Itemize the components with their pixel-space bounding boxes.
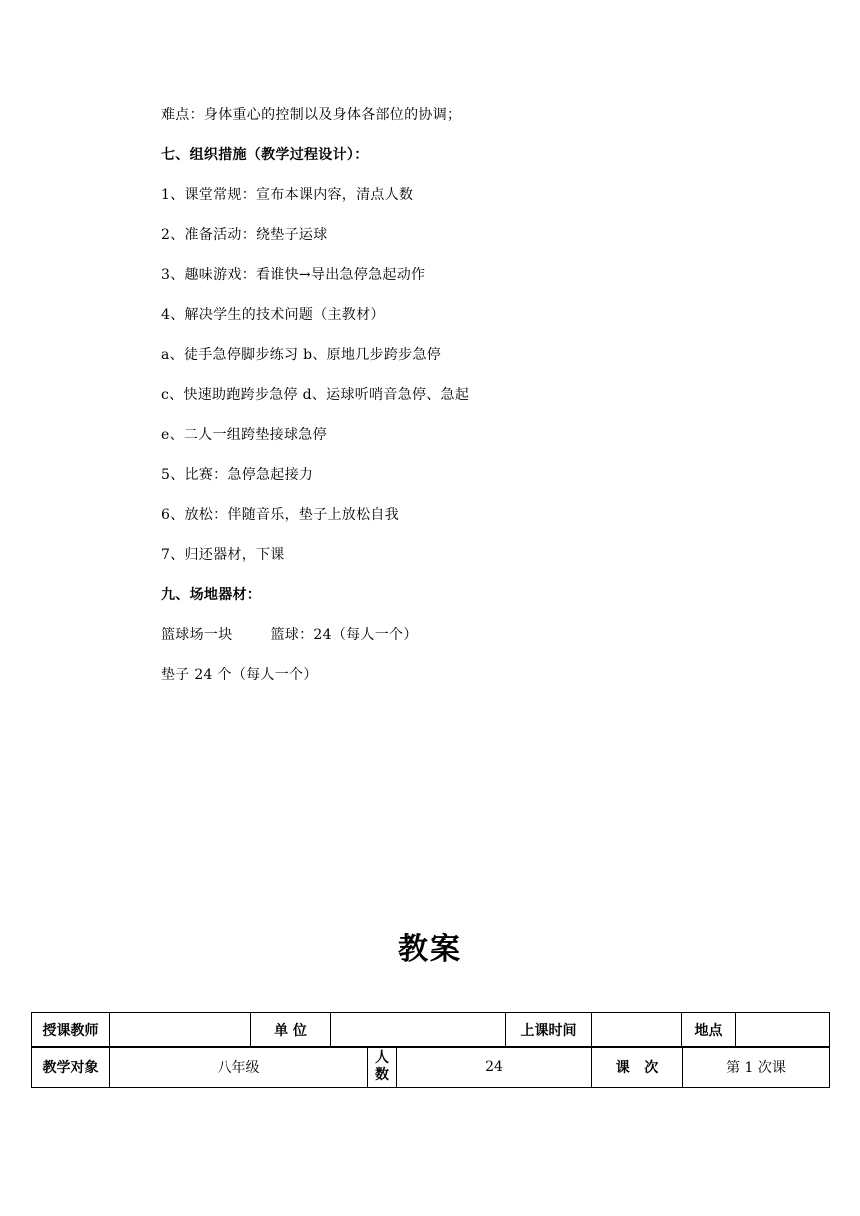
student-count-label-char-1: 人: [375, 1050, 389, 1066]
class-time-label: 上课时间: [506, 1013, 592, 1048]
unit-label: 单 位: [251, 1013, 331, 1048]
text-line-step-5: 5、比赛：急停急起接力: [161, 467, 314, 483]
text-line-step-4: 4、解决学生的技术问题（主教材）: [161, 307, 385, 323]
text-line-step-6: 6、放松：伴随音乐，垫子上放松自我: [161, 507, 400, 523]
text-line-step-1: 1、课堂常规：宣布本课内容，清点人数: [161, 187, 414, 203]
place-value: [736, 1013, 830, 1048]
text-line-drill-ab: a、徒手急停脚步练习 b、原地几步跨步急停: [161, 347, 442, 363]
teacher-value: [110, 1013, 251, 1048]
target-label: 教学对象: [32, 1047, 110, 1088]
class-time-value: [592, 1013, 682, 1048]
target-value: 八年级: [110, 1047, 368, 1088]
lesson-plan-title: 教案: [398, 932, 462, 967]
student-count-value: 24: [397, 1047, 592, 1088]
text-line-step-3: 3、趣味游戏：看谁快→导出急停急起动作: [161, 267, 426, 283]
text-line-step-7: 7、归还器材，下课: [161, 547, 285, 563]
section-heading-equipment: 九、场地器材：: [161, 587, 262, 603]
unit-value: [331, 1013, 506, 1048]
lesson-info-table-row2: [31, 1046, 830, 1088]
student-count-label: [368, 1047, 397, 1088]
text-line-difficulty: 难点：身体重心的控制以及身体各部位的协调；: [161, 107, 462, 123]
text-line-step-2: 2、准备活动：绕垫子运球: [161, 227, 328, 243]
section-heading-organization: 七、组织措施（教学过程设计）：: [161, 147, 369, 163]
text-line-court-balls: 篮球场一块 篮球：24（每人一个）: [161, 627, 418, 643]
lesson-number-label: 课 次: [592, 1047, 683, 1088]
teacher-label: 授课教师: [32, 1013, 110, 1048]
text-line-drill-cd: c、快速助跑跨步急停 d、运球听哨音急停、急起: [161, 387, 470, 403]
text-line-mats: 垫子 24 个（每人一个）: [161, 667, 318, 683]
place-label: 地点: [682, 1013, 736, 1048]
lesson-info-table-row1: [31, 1012, 830, 1048]
lesson-number-value: 第 1 次课: [683, 1047, 830, 1088]
student-count-label-char-2: 数: [375, 1067, 389, 1083]
text-line-drill-e: e、二人一组跨垫接球急停: [161, 427, 327, 443]
